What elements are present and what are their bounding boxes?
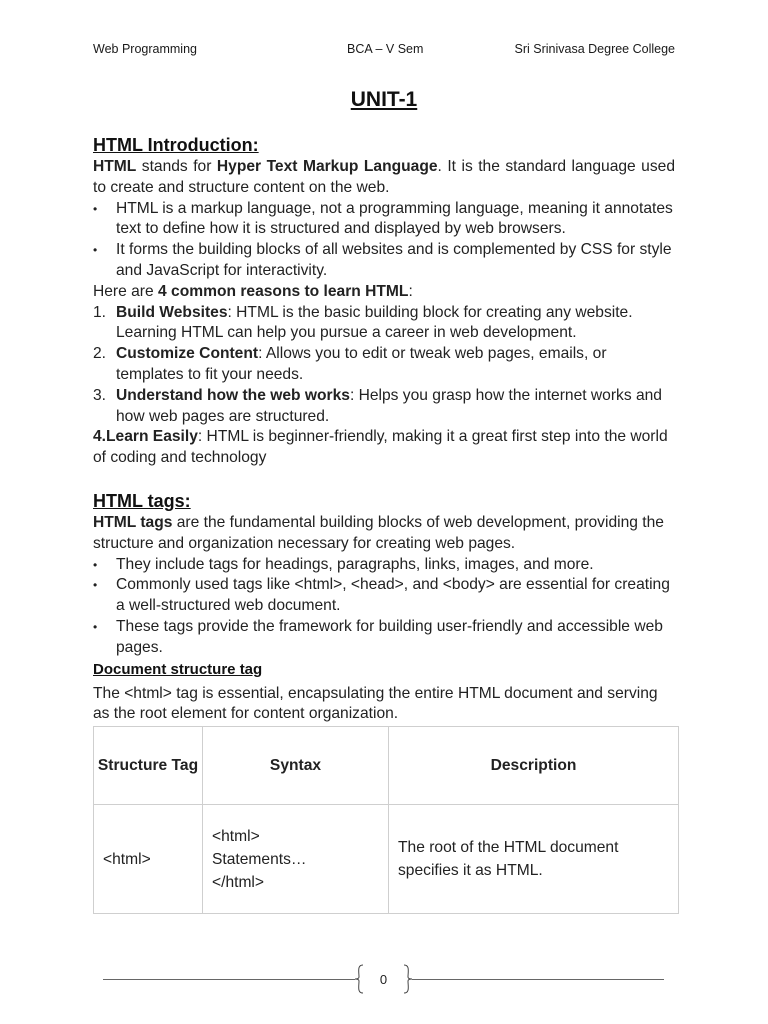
header-college: Sri Srinivasa Degree College bbox=[514, 42, 675, 56]
reasons-list bbox=[93, 303, 675, 428]
document-body bbox=[93, 133, 675, 914]
tags-heading: HTML tags: bbox=[93, 490, 191, 511]
header-semester: BCA – V Sem bbox=[347, 42, 424, 56]
page-number-bracket bbox=[355, 964, 412, 994]
table-row bbox=[94, 805, 679, 914]
list-item: 2. Customize Content: Allows you to edit or tweak web pages, emails, or templates to fit your needs. bbox=[93, 345, 607, 383]
table-cell-syntax: <html> Statements… </html> bbox=[203, 805, 389, 914]
list-item: • It forms the building blocks of all websites and is complemented by CSS for style and JavaScript for interactivity. bbox=[93, 240, 675, 282]
document-structure-subheading: Document structure tag bbox=[93, 660, 263, 678]
reasons-intro: Here are 4 common reasons to learn HTML: bbox=[93, 282, 413, 300]
list-item: • These tags provide the framework for building user-friendly and accessible web pages. bbox=[93, 617, 675, 659]
list-item: • Commonly used tags like <html>, <head>, and <body> are essential for creating a well-structured web document. bbox=[93, 575, 675, 617]
list-item: 1. Build Websites: HTML is the basic building block for creating any website. Learning HTML can help you pursue a career in web development. bbox=[93, 303, 633, 342]
structure-table bbox=[93, 726, 679, 914]
document-structure-text: The <html> tag is essential, encapsulating the entire HTML document and serving as the root element for content organization. bbox=[93, 684, 658, 723]
reason-four: 4.Learn Easily: HTML is beginner-friendly, making it a great first step into the world of coding and technology bbox=[93, 428, 668, 467]
unit-title: UNIT-1 bbox=[350, 88, 418, 111]
list-item: • They include tags for headings, paragraphs, links, images, and more. bbox=[93, 555, 675, 576]
table-cell-tag: <html> bbox=[94, 805, 203, 914]
table-header-cell: Syntax bbox=[203, 727, 389, 805]
page-header bbox=[93, 42, 675, 60]
page-number: 0 bbox=[379, 972, 388, 987]
intro-paragraph: HTML stands for Hyper Text Markup Language. It is the standard language used to create and structure content on the web. bbox=[93, 158, 676, 196]
table-cell-description: The root of the HTML document specifies it as HTML. bbox=[389, 805, 679, 914]
footer-rule-left bbox=[103, 979, 355, 980]
table-header-row bbox=[94, 727, 679, 805]
list-item: • HTML is a markup language, not a programming language, meaning it annotates text to define how it is structured and displayed by web browsers. bbox=[93, 199, 675, 241]
tags-bullet-list bbox=[93, 555, 675, 659]
footer-rule-right bbox=[412, 979, 664, 980]
intro-bullet-list bbox=[93, 199, 675, 282]
table-header-cell: Description bbox=[389, 727, 679, 805]
tags-paragraph: HTML tags are the fundamental building blocks of web development, providing the structure and organization necessary for creating web pages. bbox=[93, 513, 664, 552]
list-item: 3. Understand how the web works: Helps you grasp how the internet works and how web pages are structured. bbox=[93, 386, 662, 425]
header-course: Web Programming bbox=[93, 42, 197, 56]
table-header-cell: Structure Tag bbox=[94, 727, 203, 805]
intro-heading: HTML Introduction: bbox=[93, 135, 259, 155]
